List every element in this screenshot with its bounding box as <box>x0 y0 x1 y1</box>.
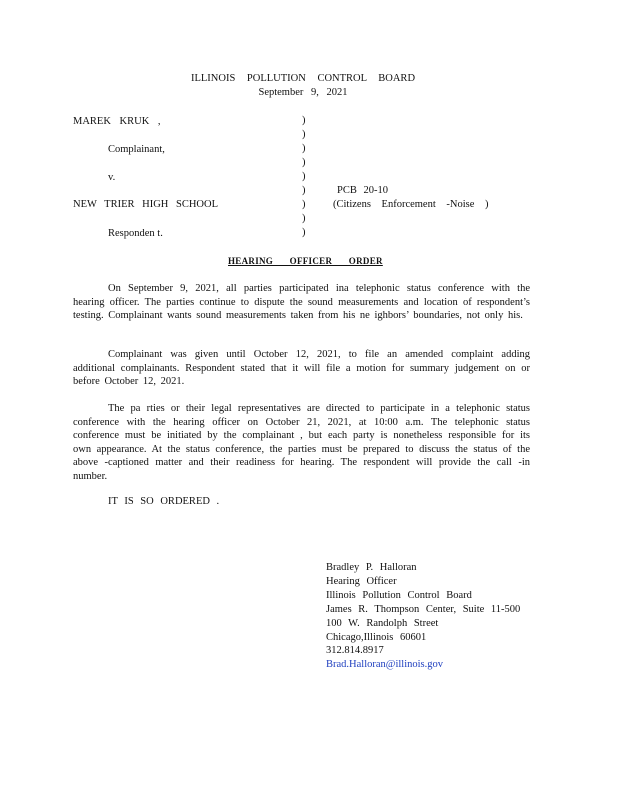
signer-phone: 312.814.8917 <box>326 645 384 657</box>
paragraph-text: Complainant was given until October 12, 2021, to file an amended complaint adding additional complainants. Respondent stated that it will file a motion for summary judgement on or before October 12, 2021. <box>73 349 530 387</box>
paren: ) <box>302 129 306 140</box>
case-type: (Citizens Enforcement -Noise ) <box>333 199 489 210</box>
paragraph-text: The pa rties or their legal representatives are directed to participate in a telephonic status conference with the hearing officer on October 21, 2021, at 10:00 a.m. The telephonic status conference must be initiated by the complainant , but each party is nonetheless responsible for its own appearance. At the status conference, the parties must be prepared to discuss the status of the above -captioned matter and their readiness for hearing. The respondent will provide the call -in number. <box>73 403 530 482</box>
signer-city: Chicago,Illinois 60601 <box>326 631 427 643</box>
paragraph-amended-complaint <box>73 348 530 389</box>
paren: ) <box>302 171 306 182</box>
signer-agency: Illinois Pollution Control Board <box>326 589 472 601</box>
case-number: PCB 20-10 <box>337 185 388 196</box>
paren: ) <box>302 185 306 196</box>
paren: ) <box>302 199 306 210</box>
board-name: ILLINOIS POLLUTION CONTROL BOARD <box>190 73 416 84</box>
closing-statement: IT IS SO ORDERED . <box>108 496 220 507</box>
respondent-name: NEW TRIER HIGH SCHOOL <box>73 199 218 210</box>
signer-building: James R. Thompson Center, Suite 11-500 <box>326 603 521 615</box>
paren: ) <box>302 115 306 126</box>
order-title <box>228 257 383 268</box>
paragraph-status-conference <box>73 282 530 323</box>
signer-name: Bradley P. Halloran <box>326 562 417 573</box>
versus-label: v. <box>108 172 116 183</box>
paragraph-next-conference <box>73 402 530 483</box>
signature-block <box>326 561 520 672</box>
order-date: September 9, 2021 <box>258 87 348 98</box>
signer-title: Hearing Officer <box>326 575 397 587</box>
complainant-name: MAREK KRUK , <box>73 116 161 127</box>
order-title-text: HEARING OFFICER ORDER <box>228 256 383 266</box>
paren: ) <box>302 213 306 224</box>
complainant-role: Complainant, <box>108 144 165 155</box>
paren: ) <box>302 157 306 168</box>
paragraph-text: On September 9, 2021, all parties participated ina telephonic status conference with the hearing officer. The parties continue to dispute the sound measurements and location of respondent’s testing. Complainant wants sound measurements taken from his ne ighbors’ boundaries, not only his. <box>73 283 530 321</box>
paren: ) <box>302 143 306 154</box>
signer-street: 100 W. Randolph Street <box>326 617 439 629</box>
signer-email-link[interactable]: Brad.Halloran@illinois.gov <box>326 659 443 671</box>
caption-parentheses <box>302 114 306 240</box>
paren: ) <box>302 227 306 238</box>
respondent-role: Responden t. <box>108 228 163 239</box>
